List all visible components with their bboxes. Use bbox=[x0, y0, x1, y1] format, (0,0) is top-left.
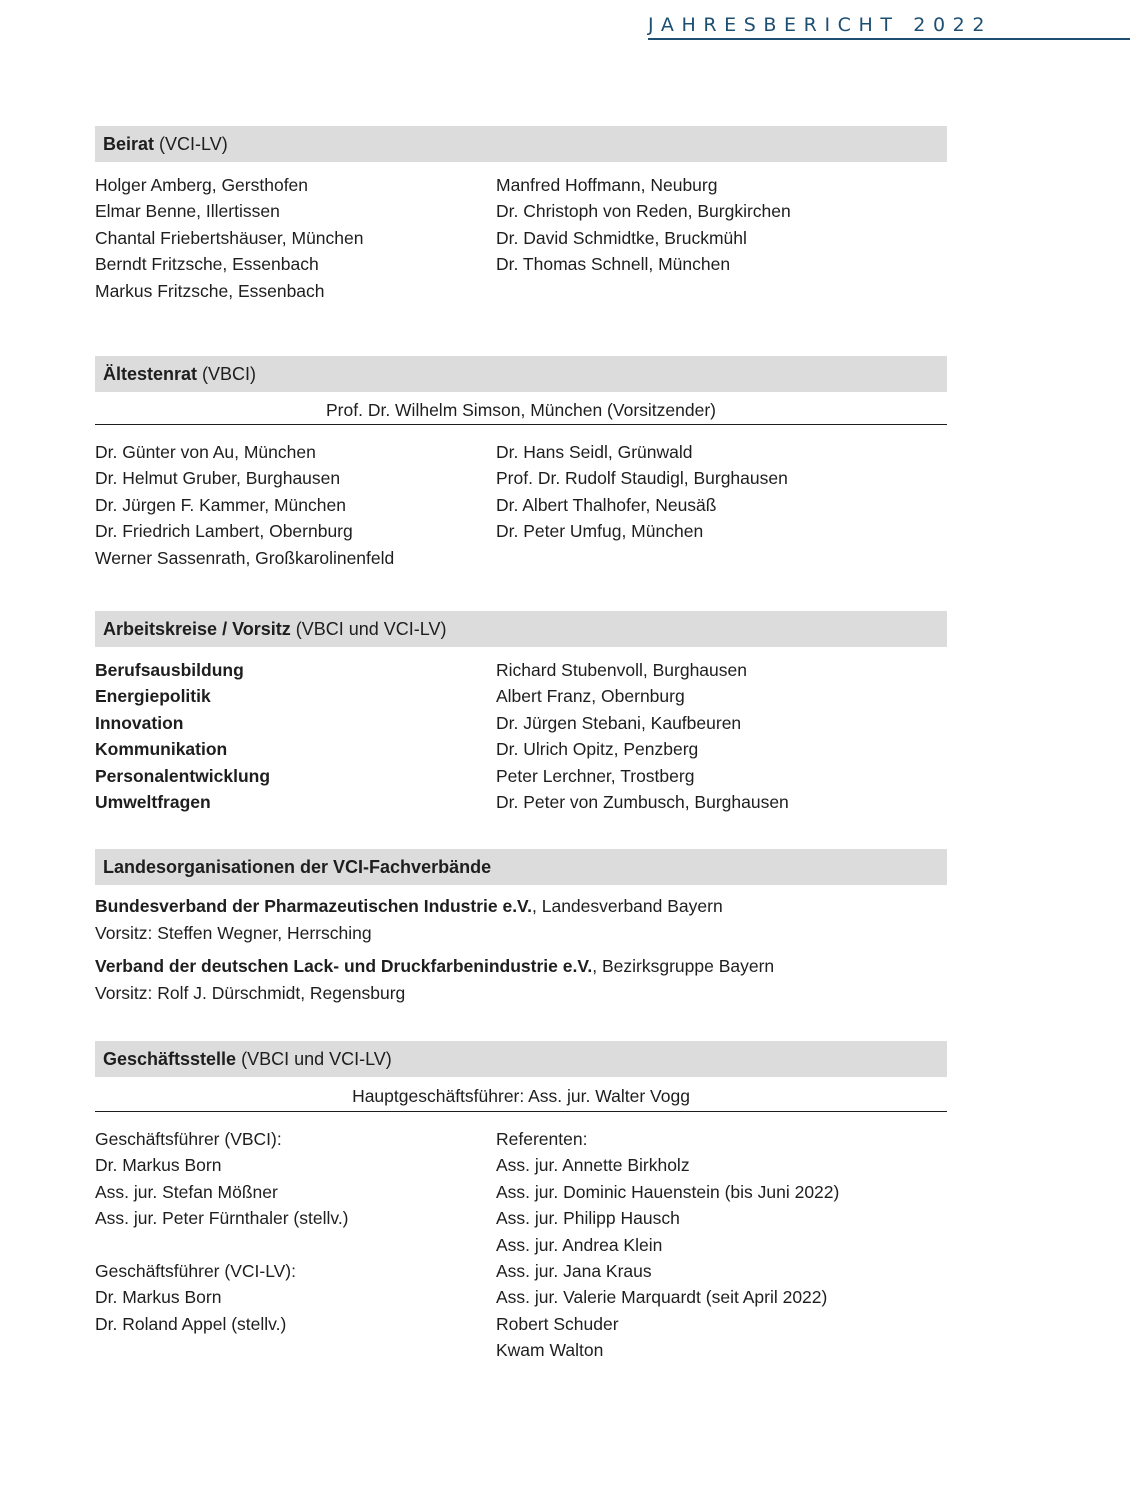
staff-line: Robert Schuder bbox=[496, 1313, 619, 1334]
organization-branch: , Bezirksgruppe Bayern bbox=[592, 956, 775, 976]
section-subtitle: (VCI-LV) bbox=[154, 134, 228, 154]
section-title: Geschäftsstelle bbox=[103, 1049, 237, 1069]
member-name: Chantal Friebertshäuser, München bbox=[95, 227, 364, 248]
section-subtitle: (VBCI und VCI-LV) bbox=[290, 619, 447, 639]
working-group-name: Innovation bbox=[95, 712, 184, 733]
working-group-name: Kommunikation bbox=[95, 739, 228, 760]
section-heading bbox=[95, 849, 947, 885]
section-title: Landesorganisationen der VCI-Fachverbände bbox=[103, 857, 492, 877]
chair-name: Albert Franz, Obernburg bbox=[496, 686, 685, 707]
member-name: Holger Amberg, Gersthofen bbox=[95, 175, 309, 195]
working-group-chair-column bbox=[496, 657, 946, 815]
referents-column bbox=[496, 1126, 946, 1364]
working-group-name: Umweltfragen bbox=[95, 792, 211, 813]
chairperson-line: Prof. Dr. Wilhelm Simson, München (Vorsitzender) bbox=[95, 392, 947, 425]
staff-line: Ass. jur. Dominic Hauenstein (bis Juni 2022) bbox=[496, 1181, 840, 1202]
staff-line: Dr. Roland Appel (stellv.) bbox=[95, 1313, 287, 1334]
section-title: Ältestenrat bbox=[103, 364, 198, 384]
section-heading bbox=[95, 1041, 947, 1077]
member-name: Markus Fritzsche, Essenbach bbox=[95, 280, 325, 301]
staff-line: Ass. jur. Jana Kraus bbox=[496, 1261, 652, 1282]
staff-line: Kwam Walton bbox=[496, 1340, 604, 1361]
staff-line: Dr. Markus Born bbox=[95, 1155, 222, 1176]
staff-line: Ass. jur. Annette Birkholz bbox=[496, 1155, 690, 1176]
chair-name: Dr. Peter von Zumbusch, Burghausen bbox=[496, 792, 789, 813]
member-name: Prof. Dr. Rudolf Staudigl, Burghausen bbox=[496, 468, 788, 489]
member-name: Dr. Helmut Gruber, Burghausen bbox=[95, 468, 341, 489]
chair-name: Richard Stubenvoll, Burghausen bbox=[496, 660, 747, 680]
staff-line: Geschäftsführer (VCI-LV): bbox=[95, 1261, 296, 1282]
staff-line: Ass. jur. Valerie Marquardt (seit April 2022) bbox=[496, 1287, 828, 1308]
member-name: Dr. Albert Thalhofer, Neusäß bbox=[496, 494, 717, 515]
organization-branch: , Landesverband Bayern bbox=[532, 896, 723, 916]
member-name: Manfred Hoffmann, Neuburg bbox=[496, 175, 718, 195]
chief-executive-line: Hauptgeschäftsführer: Ass. jur. Walter Vogg bbox=[95, 1077, 947, 1112]
section-arbeitskreise bbox=[95, 611, 947, 813]
section-title: Beirat bbox=[103, 134, 155, 154]
section-subtitle: (VBCI) bbox=[197, 364, 257, 384]
organization-chair: Vorsitz: Rolf J. Dürschmidt, Regensburg bbox=[95, 983, 406, 1003]
working-group-name: Personalentwicklung bbox=[95, 765, 271, 786]
executives-column bbox=[95, 1126, 495, 1337]
member-name: Dr. Thomas Schnell, München bbox=[496, 254, 731, 275]
member-name: Dr. Christoph von Reden, Burgkirchen bbox=[496, 201, 791, 222]
chair-name: Peter Lerchner, Trostberg bbox=[496, 765, 695, 786]
member-name: Dr. Günter von Au, München bbox=[95, 442, 316, 462]
member-name: Dr. Peter Umfug, München bbox=[496, 521, 704, 542]
section-heading bbox=[95, 611, 947, 647]
section-title: Arbeitskreise / Vorsitz bbox=[103, 619, 291, 639]
member-name: Dr. Jürgen F. Kammer, München bbox=[95, 494, 346, 515]
member-name: Werner Sassenrath, Großkarolinenfeld bbox=[95, 547, 395, 568]
organization-name: Verband der deutschen Lack- und Druckfarbenindustrie e.V. bbox=[95, 956, 593, 976]
member-name: Dr. David Schmidtke, Bruckmühl bbox=[496, 227, 747, 248]
working-group-name: Berufsausbildung bbox=[95, 660, 244, 680]
beirat-right-column bbox=[496, 172, 946, 278]
running-header: JAHRESBERICHT 2022 bbox=[648, 14, 993, 36]
organization-name: Bundesverband der Pharmazeutischen Industrie e.V. bbox=[95, 896, 532, 916]
section-aeltestenrat bbox=[95, 356, 947, 568]
staff-line: Ass. jur. Andrea Klein bbox=[496, 1234, 663, 1255]
header-rule bbox=[648, 38, 1130, 40]
working-group-name: Energiepolitik bbox=[95, 686, 211, 707]
member-name: Elmar Benne, Illertissen bbox=[95, 201, 280, 222]
staff-line: Geschäftsführer (VBCI): bbox=[95, 1129, 282, 1149]
staff-line: Ass. jur. Philipp Hausch bbox=[496, 1208, 680, 1229]
staff-line: Dr. Markus Born bbox=[95, 1287, 222, 1308]
section-subtitle: (VBCI und VCI-LV) bbox=[236, 1049, 392, 1069]
member-name: Dr. Hans Seidl, Grünwald bbox=[496, 442, 693, 462]
section-landesorganisationen bbox=[95, 849, 947, 1007]
member-name: Berndt Fritzsche, Essenbach bbox=[95, 254, 319, 275]
aeltestenrat-right-column bbox=[496, 439, 946, 545]
section-beirat bbox=[95, 126, 947, 301]
staff-line: Ass. jur. Peter Fürnthaler (stellv.) bbox=[95, 1208, 349, 1229]
chair-name: Dr. Ulrich Opitz, Penzberg bbox=[496, 739, 699, 760]
chair-name: Dr. Jürgen Stebani, Kaufbeuren bbox=[496, 712, 742, 733]
section-heading bbox=[95, 126, 947, 162]
beirat-left-column bbox=[95, 172, 495, 304]
organization-line bbox=[95, 893, 947, 920]
section-heading bbox=[95, 356, 947, 392]
staff-line: Ass. jur. Stefan Mößner bbox=[95, 1181, 278, 1202]
organization-chair: Vorsitz: Steffen Wegner, Herrsching bbox=[95, 923, 372, 943]
aeltestenrat-left-column bbox=[95, 439, 495, 571]
spacer bbox=[95, 1232, 495, 1258]
working-group-column bbox=[95, 657, 495, 815]
organization-line bbox=[95, 953, 947, 980]
staff-line: Referenten: bbox=[496, 1129, 588, 1149]
member-name: Dr. Friedrich Lambert, Obernburg bbox=[95, 521, 353, 542]
section-geschaeftsstelle bbox=[95, 1041, 947, 1361]
